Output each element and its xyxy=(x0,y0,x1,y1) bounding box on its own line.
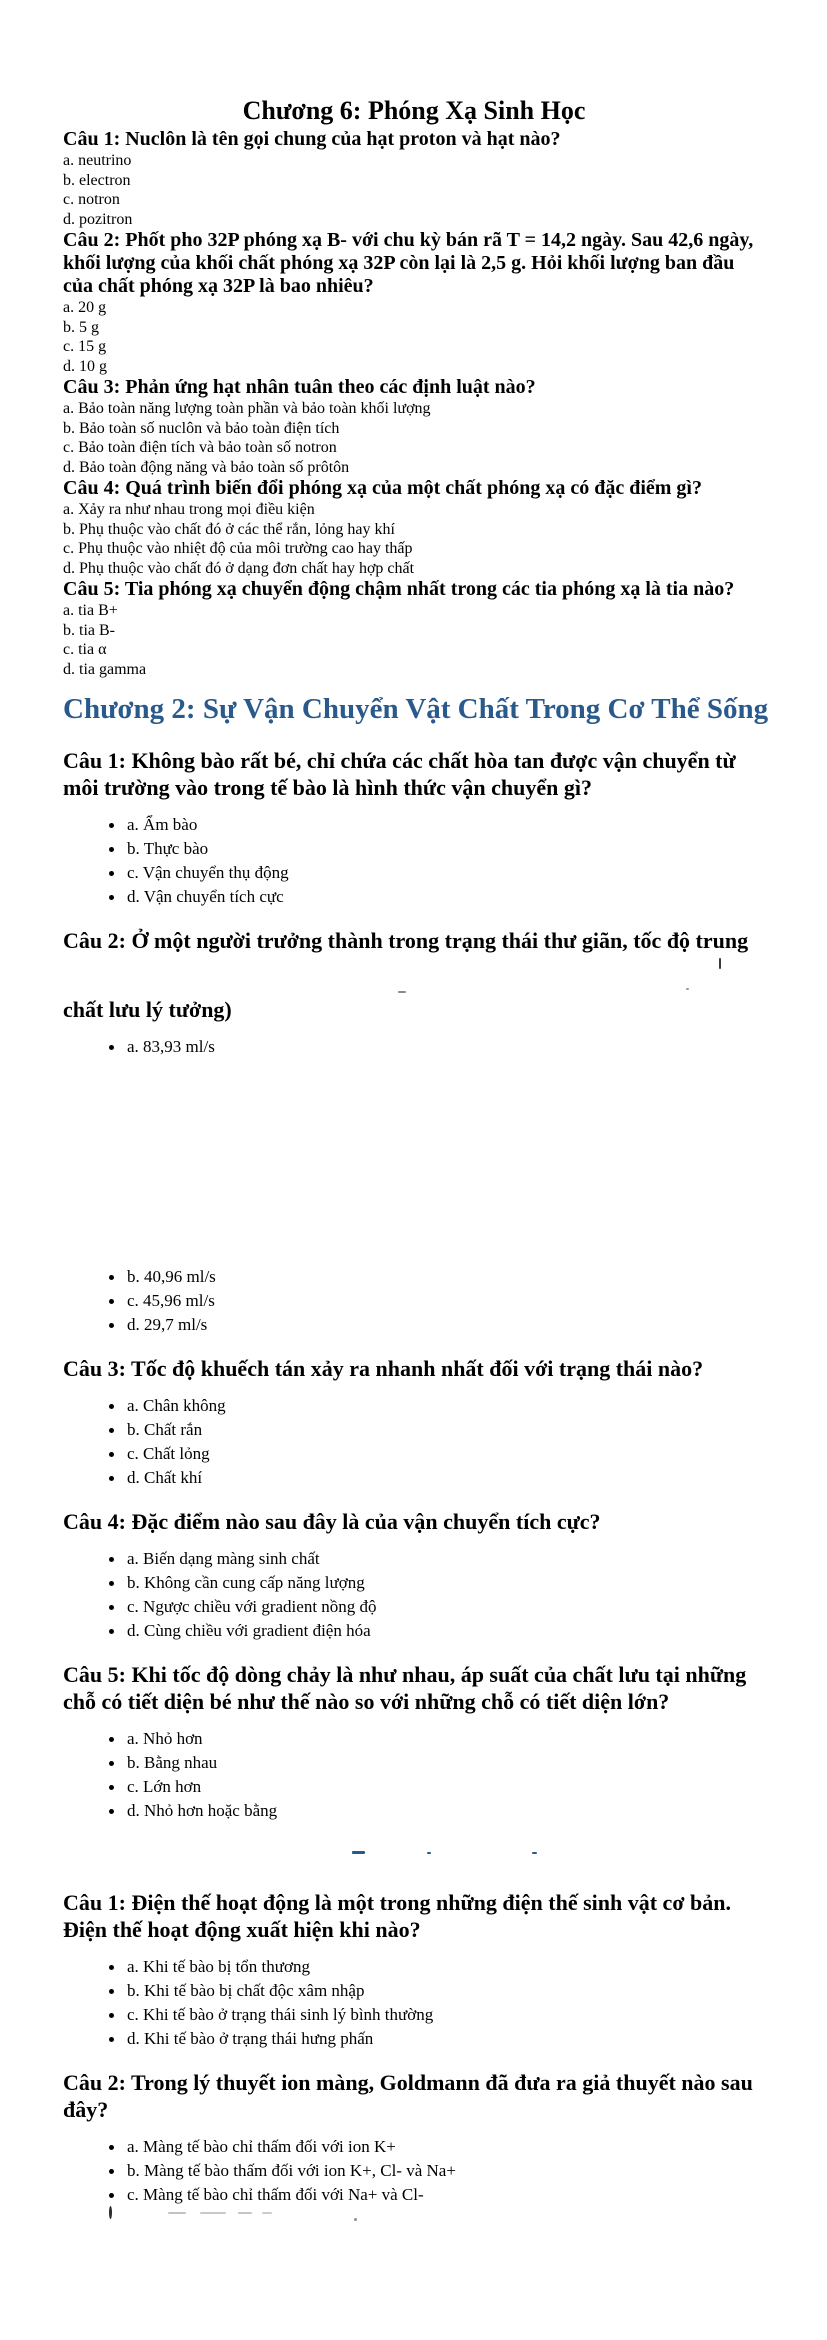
question-text xyxy=(63,1661,765,1715)
option-item: c. 45,96 ml/s xyxy=(109,1289,765,1313)
option-item: b. Bằng nhau xyxy=(109,1751,765,1775)
option-item: a. tia B+ xyxy=(63,602,118,619)
options-list xyxy=(63,1955,765,2051)
option-item: d. Cùng chiều với gradient điện hóa xyxy=(109,1619,765,1643)
options-list xyxy=(63,813,765,909)
option-item: d. tia gamma xyxy=(63,660,147,678)
section-ch6 xyxy=(63,96,765,679)
options-list xyxy=(63,601,765,679)
option-item: d. Phụ thuộc vào chất đó ở dạng đơn chất hay hợp chất xyxy=(63,559,415,577)
option-item: b. electron xyxy=(63,171,131,189)
question-line: Câu 3: Tốc độ khuếch tán xảy ra nhanh nhất đối với trạng thái nào? xyxy=(63,1356,704,1381)
fragment-blue-dash-small-2 xyxy=(532,1852,537,1854)
question-text xyxy=(63,1355,765,1382)
options-list xyxy=(63,1394,765,1490)
option-item: b. 5 g xyxy=(63,318,99,336)
options-list xyxy=(63,1265,765,1337)
option-item: a. 83,93 ml/s xyxy=(109,1035,765,1059)
fragment-dot xyxy=(686,988,689,990)
option-item: d. 10 g xyxy=(63,357,107,375)
section-ch2 xyxy=(63,691,769,1823)
question-text xyxy=(63,1889,765,1943)
option-item: c. 15 g xyxy=(63,338,107,355)
option-item: c. notron xyxy=(63,191,120,208)
blank-gap xyxy=(63,954,765,996)
question-line: Câu 5: Tia phóng xạ chuyển động chậm nhất trong các tia phóng xạ là tia nào? xyxy=(63,578,735,600)
option-item: a. Nhỏ hơn xyxy=(109,1727,765,1751)
option-item: c. Chất lỏng xyxy=(109,1442,765,1466)
question-line: đây? xyxy=(63,2097,109,2122)
question-text xyxy=(63,376,765,399)
option-item: d. Nhỏ hơn hoặc bằng xyxy=(109,1799,765,1823)
option-item: d. Bảo toàn động năng và bảo toàn số prôtôn xyxy=(63,458,350,476)
option-item: a. Xảy ra như nhau trong mọi điều kiện xyxy=(63,501,315,518)
options-list xyxy=(63,399,765,477)
question-line: Câu 5: Khi tốc độ dòng chảy là như nhau, áp suất của chất lưu tại những xyxy=(63,1662,747,1687)
question-line: khối lượng của khối chất phóng xạ 32P còn lại là 2,5 g. Hỏi khối lượng ban đầu xyxy=(63,252,735,274)
section-ch3 xyxy=(63,1841,765,2231)
options-list xyxy=(63,151,765,229)
fragment-blue-dash-small xyxy=(427,1852,431,1854)
fragment-faint-dash-4 xyxy=(262,2212,272,2214)
option-item: b. Bảo toàn số nuclôn và bảo toàn điện tích xyxy=(63,419,340,437)
option-item: c. Bảo toàn điện tích và bảo toàn số notron xyxy=(63,439,337,456)
question-line: Câu 4: Quá trình biến đổi phóng xạ của một chất phóng xạ có đặc điểm gì? xyxy=(63,477,702,499)
option-item: b. Chất rắn xyxy=(109,1418,765,1442)
options-list xyxy=(63,500,765,578)
option-item: b. Không cần cung cấp năng lượng xyxy=(109,1571,765,1595)
question-line: Câu 3: Phản ứng hạt nhân tuân theo các định luật nào? xyxy=(63,376,536,398)
ch2-chapter-heading: Chương 2: Sự Vận Chuyển Vật Chất Trong Cơ Thể Sống xyxy=(63,693,769,725)
ch3-chapter-heading xyxy=(63,1841,765,1869)
fragment-paren xyxy=(109,2206,112,2219)
question-line: Điện thế hoạt động xuất hiện khi nào? xyxy=(63,1917,421,1942)
option-item: c. Lớn hơn xyxy=(109,1775,765,1799)
option-item: d. Khi tế bào ở trạng thái hưng phấn xyxy=(109,2027,765,2051)
fragment-period xyxy=(354,2218,357,2221)
question-text xyxy=(63,2069,765,2123)
question-text xyxy=(63,229,765,298)
option-item: c. Phụ thuộc vào nhiệt độ của môi trường cao hay thấp xyxy=(63,540,413,557)
fragment-vertical-bar xyxy=(719,958,721,969)
question-line: Câu 1: Điện thế hoạt động là một trong những điện thế sinh vật cơ bản. xyxy=(63,1890,731,1915)
question-line: Câu 4: Đặc điểm nào sau đây là của vận chuyển tích cực? xyxy=(63,1509,601,1534)
question-text xyxy=(63,578,765,601)
options-list xyxy=(63,2135,765,2207)
question-line: Câu 1: Không bào rất bé, chỉ chứa các chất hòa tan được vận chuyển từ xyxy=(63,748,736,773)
question-text xyxy=(63,927,765,954)
options-list xyxy=(63,298,765,376)
question-line: của chất phóng xạ 32P là bao nhiêu? xyxy=(63,275,374,297)
option-item: a. 20 g xyxy=(63,299,107,316)
option-item: b. 40,96 ml/s xyxy=(109,1265,765,1289)
question-line: Câu 1: Nuclôn là tên gọi chung của hạt proton và hạt nào? xyxy=(63,128,561,150)
option-item: d. Vận chuyển tích cực xyxy=(109,885,765,909)
fragment-faint-dash-1 xyxy=(168,2212,186,2214)
option-item: a. Bảo toàn năng lượng toàn phần và bảo toàn khối lượng xyxy=(63,400,431,417)
question-line: chỗ có tiết diện bé như thế nào so với những chỗ có tiết diện lớn? xyxy=(63,1689,670,1714)
question-text xyxy=(63,1508,765,1535)
question-line: Câu 2: Phốt pho 32P phóng xạ B- với chu kỳ bán rã T = 14,2 ngày. Sau 42,6 ngày, xyxy=(63,229,754,251)
option-item: c. Màng tế bào chỉ thấm đối với Na+ và Cl- xyxy=(109,2183,765,2207)
question-line: Câu 2: Trong lý thuyết ion màng, Goldmann đã đưa ra giả thuyết nào sau xyxy=(63,2070,753,2095)
option-item: d. Chất khí xyxy=(109,1466,765,1490)
fragment-faint-dash-3 xyxy=(238,2212,252,2214)
option-item: a. Ẩm bào xyxy=(109,813,765,837)
options-list xyxy=(63,1547,765,1643)
question-line: môi trường vào trong tế bào là hình thức vận chuyển gì? xyxy=(63,775,592,800)
option-item: c. Vận chuyển thụ động xyxy=(109,861,765,885)
option-item: c. Khi tế bào ở trạng thái sinh lý bình thường xyxy=(109,2003,765,2027)
ch6-chapter-heading: Chương 6: Phóng Xạ Sinh Học xyxy=(242,96,586,125)
option-item: a. Chân không xyxy=(109,1394,765,1418)
option-item: b. Màng tế bào thấm đối với ion K+, Cl- và Na+ xyxy=(109,2159,765,2183)
fragment-blue-dash-long xyxy=(352,1851,365,1854)
fragment-faint-dash-2 xyxy=(200,2212,226,2214)
question-text xyxy=(63,747,765,801)
option-item: d. pozitron xyxy=(63,210,133,228)
question-line: Câu 2: Ở một người trưởng thành trong trạng thái thư giãn, tốc độ trung xyxy=(63,928,749,953)
option-item: a. Biến dạng màng sinh chất xyxy=(109,1547,765,1571)
question-text xyxy=(63,477,765,500)
option-item: b. Phụ thuộc vào chất đó ở các thể rắn, lỏng hay khí xyxy=(63,520,395,538)
option-item: a. Khi tế bào bị tổn thương xyxy=(109,1955,765,1979)
question-text xyxy=(63,128,765,151)
options-list xyxy=(63,1727,765,1823)
option-item: b. Khi tế bào bị chất độc xâm nhập xyxy=(109,1979,765,2003)
option-item: a. neutrino xyxy=(63,152,132,169)
option-item: b. tia B- xyxy=(63,621,115,639)
option-item: c. Ngược chiều với gradient nồng độ xyxy=(109,1595,765,1619)
document-content xyxy=(63,96,769,2231)
blank-gap xyxy=(63,1059,765,1265)
question-line: chất lưu lý tưởng) xyxy=(63,997,232,1022)
fragment-dash xyxy=(398,991,406,993)
option-item: c. tia α xyxy=(63,641,107,658)
question-text xyxy=(63,996,765,1023)
blank-gap xyxy=(63,2207,765,2231)
options-list xyxy=(63,1035,765,1059)
option-item: a. Màng tế bào chỉ thấm đối với ion K+ xyxy=(109,2135,765,2159)
option-item: d. 29,7 ml/s xyxy=(109,1313,765,1337)
option-item: b. Thực bào xyxy=(109,837,765,861)
